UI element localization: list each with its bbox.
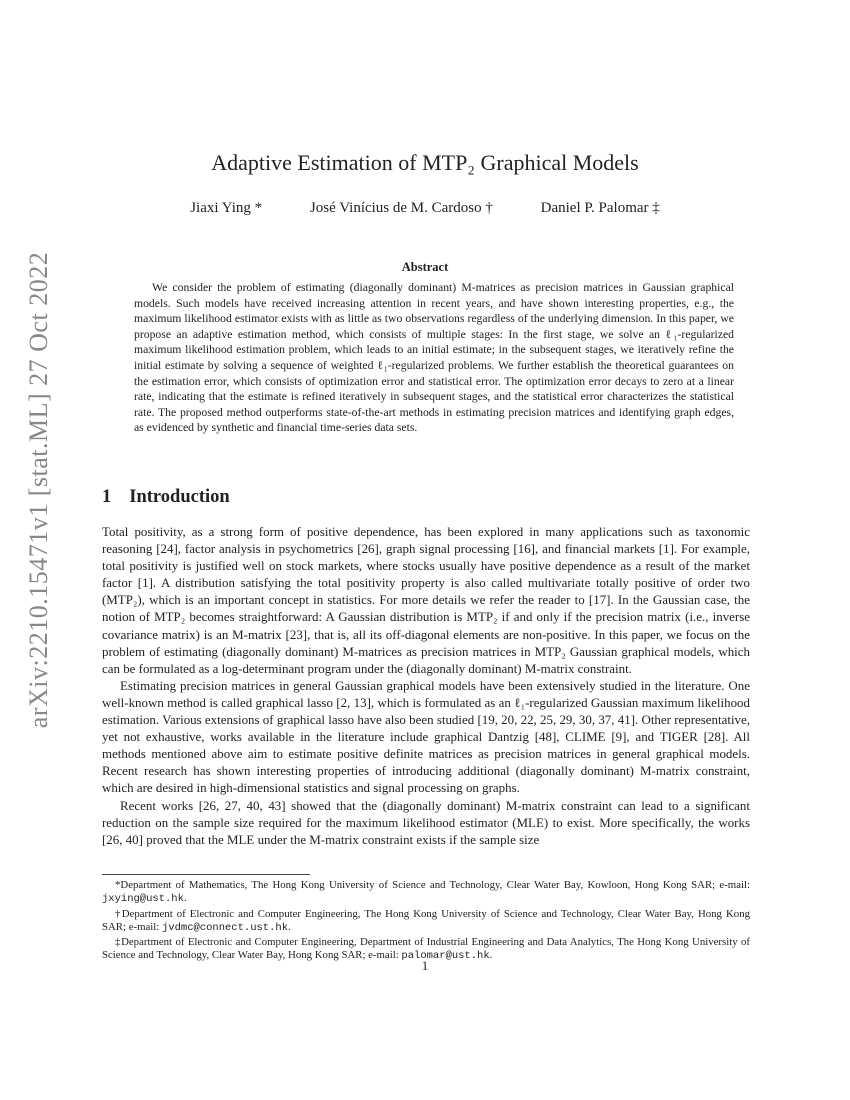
footnote-3-end: . bbox=[489, 949, 493, 962]
footnote-3-text: ‡Department of Electronic and Computer Engineering, Department of Industrial Engineering and Data Analytics, The Hong Kong University of Science and Technology, Clear Water Bay, Hong Kong SAR; e-mail: bbox=[102, 936, 750, 962]
footnote-divider bbox=[102, 874, 310, 875]
author-list bbox=[0, 200, 850, 217]
author-1: Jiaxi Ying * bbox=[190, 200, 263, 216]
author-2: José Vinícius de M. Cardoso † bbox=[309, 200, 493, 216]
section-heading bbox=[102, 487, 230, 508]
footnote-1-text: *Department of Mathematics, The Hong Kong University of Science and Technology, Clear Water Bay, Kowloon, Hong Kong SAR; e-mail: bbox=[115, 879, 750, 891]
footnote-1-end: . bbox=[183, 892, 187, 905]
section-title: Introduction bbox=[129, 487, 230, 507]
arxiv-identifier-stamp bbox=[14, 251, 64, 729]
footnote-2-email[interactable]: jvdmc@connect.ust.hk bbox=[161, 921, 289, 934]
body-text bbox=[102, 523, 750, 848]
section-number: 1 bbox=[102, 487, 112, 507]
paper-title: Adaptive Estimation of MTP₂ Graphical Models bbox=[211, 150, 639, 175]
footnote-1-email[interactable]: jxying@ust.hk bbox=[102, 893, 184, 906]
paragraph-2: Estimating precision matrices in general Gaussian graphical models have been extensively studied in the literature. One well-known method is called graphical lasso [2, 13], which is formulated as an ℓ₁-regularized Gaussian maximum likelihood estimation. Various extensions of graphical lasso have also been studied [19, 20, 22, 25, 29, 30, 37, 41]. Other representative, yet not exhaustive, works available in the literature include graphical Dantzig [48], CLIME [9], and TIGER [28]. All methods mentioned above aim to estimate positive definite matrices as precision matrices in general graphical models. Recent research has shown interesting properties of introducing additional (diagonally dominant) M-matrix constraint, which are desired in high-dimensional statistics and signal processing on graphs. bbox=[102, 677, 750, 796]
footnote-2-end: . bbox=[288, 920, 291, 933]
abstract-text: We consider the problem of estimating (diagonally dominant) M-matrices as precision matrices in Gaussian graphical models. Such models have received increasing attention in recent years, and have shown interesting properties, e.g., the maximum likelihood estimator exists with as little as two observations regardless of the underlying dimension. In this paper, we propose an adaptive estimation method, which consists of multiple stages: In the first stage, we solve an ℓ₁-regularized maximum likelihood estimation problem, which leads to an initial estimate; in the subsequent stages, we iteratively refine the initial estimate by solving a sequence of weighted ℓ₁-regularized problems. We further establish the theoretical guarantees on the estimation error, which consists of optimization error and statistical error. The optimization error decays to zero at a linear rate, indicating that the estimate is refined iteratively in subsequent stages, and the statistical error characterizes the statistical rate. The proposed method outperforms state-of-the-art methods in estimating precision matrices and identifying graph edges, as evidenced by synthetic and financial time-series data sets. bbox=[134, 281, 734, 435]
paragraph-1: Total positivity, as a strong form of positive dependence, has been explored in many applications such as taxonomic reasoning [24], factor analysis in psychometrics [26], graph signal processing [16], and financial markets [1]. For example, total positivity is justified well on stock markets, where stocks usually have positive dependence as a result of the market factor [1]. A distribution satisfying the total positivity property is also called multivariate totally positive of order two (MTP₂), which is an important concept in statistics. For more details we refer the reader to [17]. In the Gaussian case, the notion of MTP₂ becomes straightforward: A Gaussian distribution is MTP₂ if and only if the precision matrix (i.e., inverse covariance matrix) is an M-matrix [23], that is, all its off-diagonal elements are non-positive. In this paper, we focus on the problem of estimating (diagonally dominant) M-matrices as precision matrices in MTP₂ Gaussian graphical models, which can be formulated as a log-determinant program under the (diagonally dominant) M-matrix constraint. bbox=[102, 524, 750, 676]
footnotes bbox=[102, 879, 750, 965]
footnote-2 bbox=[102, 908, 750, 936]
footnote-3-email[interactable]: palomar@ust.hk bbox=[401, 950, 490, 963]
arxiv-identifier: arXiv:2210.15471v1 [stat.ML] 27 Oct 2022 bbox=[24, 251, 54, 729]
author-3: Daniel P. Palomar ‡ bbox=[540, 200, 660, 216]
footnote-2-text: †Department of Electronic and Computer Engineering, The Hong Kong University of Science and Technology, Clear Water Bay, Hong Kong SAR; e-mail: bbox=[102, 907, 750, 933]
footnote-1 bbox=[102, 879, 750, 907]
paragraph-3: Recent works [26, 27, 40, 43] showed that the (diagonally dominant) M-matrix constraint can lead to a significant reduction on the sample size required for the maximum likelihood estimator (MLE) to exist. More specifically, the works [26, 40] proved that the MLE under the M-matrix constraint exists if the sample size bbox=[102, 797, 750, 847]
page-number: 1 bbox=[421, 958, 429, 973]
abstract-heading: Abstract bbox=[401, 260, 449, 274]
